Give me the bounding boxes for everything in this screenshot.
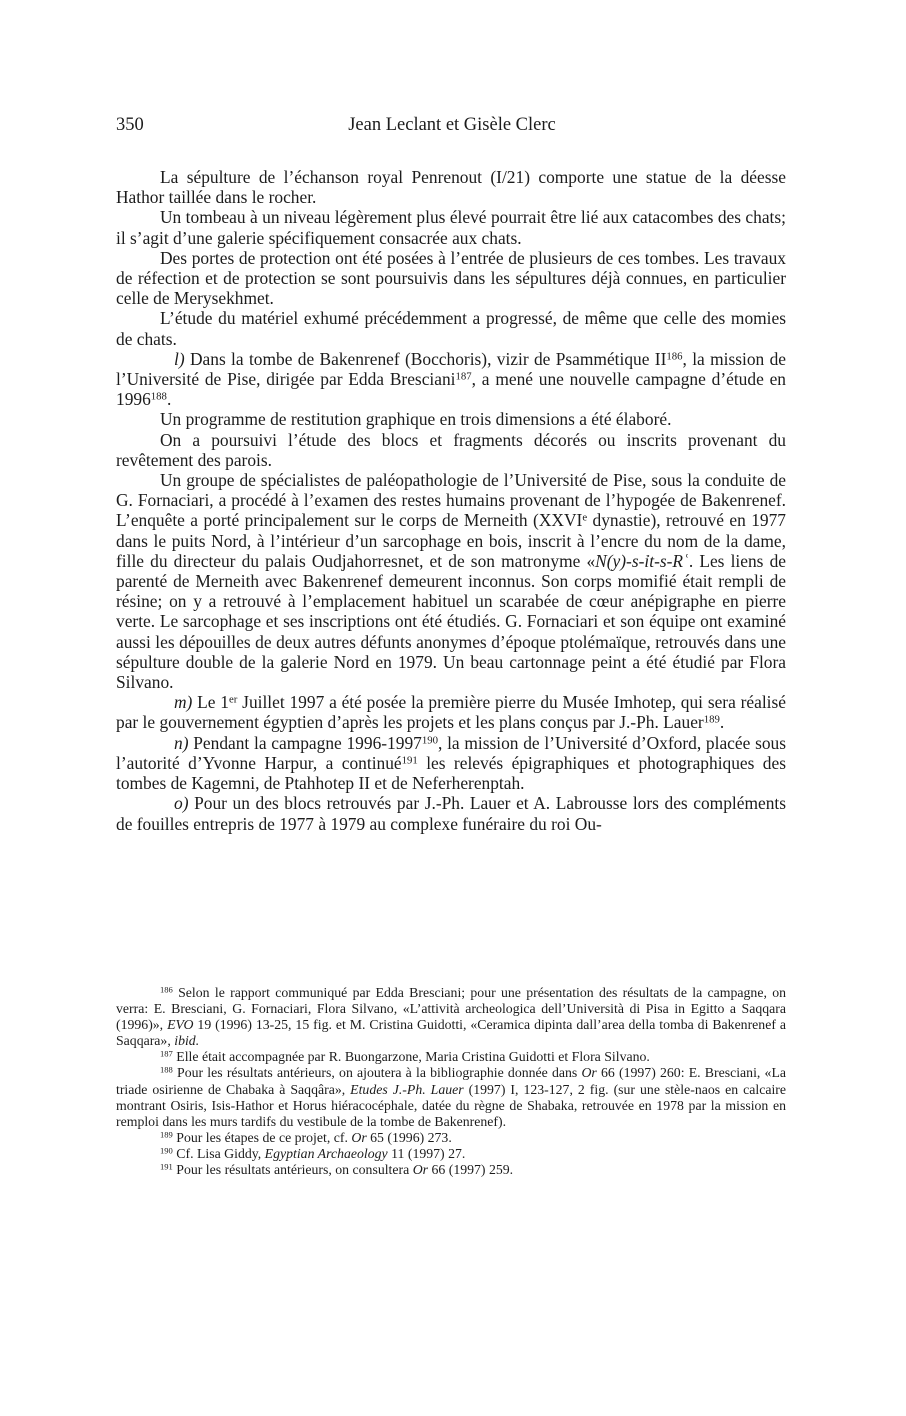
text-run: Dans la tombe de Bakenrenef (Bocchoris), vizir de Psammétique II [184, 348, 667, 369]
text-run: Selon le rapport communiqué par Edda Bresciani; pour une présentation des résultats de la campagne, on verra: E. Bresciani, G. Fornaciari, Flora Silvano, «L’attività archeologica dell’Università di Pisa in Egitto a Saqqara (1996)», [116, 985, 786, 1033]
italic-run: Or [581, 1065, 597, 1081]
text-run: dynastie), retrouvé en 1977 dans le puits Nord, à l’intérieur d’un sarcophage en bois, inscrit à l’encre du nom de la dame, fille du directeur du palais Oudjahorresnet, et de son matronyme « [116, 510, 786, 571]
section-marker: l) [174, 348, 185, 369]
footnote [116, 1130, 786, 1146]
text-run: (1997) I, 123-127, 2 fig. (sur une stèle-naos en calcaire montrant Osiris, Isis-Hathor et Horus hiéracocéphale, datée du règne de Shabaka, retrouvée en 1978 par la mission en remploi dans les murs tardifs du vestibule de la tombe de Bakenrenef). [116, 1081, 787, 1129]
text-run: , la mission de l’Université d’Oxford, placée sous l’autorité d’Yvonne Harpur, a continué [116, 732, 786, 773]
text-run: Pendant la campagne 1996-1997 [188, 732, 422, 753]
paragraph: Un tombeau à un niveau légèrement plus élevé pourrait être lié aux catacombes des chats; il s’agit d’une galerie spécifiquement consacrée aux chats. [116, 207, 786, 248]
paragraph: Un programme de restitution graphique en trois dimensions a été élaboré. [160, 409, 672, 430]
paragraph [116, 470, 786, 692]
footnote-ref: 191 [401, 754, 418, 767]
section-marker: o) [174, 793, 189, 814]
footnote-number: 186 [160, 984, 173, 995]
text-run: 19 (1996) 13-25, 15 fig. et M. Cristina Guidotti, «Ceramica dipinta dall’area della tomba di Bakenrenef a Saqqara», [116, 1017, 786, 1049]
footnote-number: 188 [160, 1065, 173, 1076]
footnote-ref: 187 [455, 370, 472, 383]
page-number: 350 [116, 115, 144, 135]
transliteration: N(y)-s-ỉt-s-Rʿ [595, 550, 689, 571]
text-run: 65 (1996) 273. [366, 1129, 452, 1145]
footnote [116, 1065, 786, 1129]
italic-run: Etudes J.-Ph. Lauer [350, 1081, 464, 1097]
text-run: Cf. Lisa Giddy, [172, 1145, 265, 1161]
footnote-ref: 186 [666, 350, 683, 363]
paragraph-m [116, 692, 786, 732]
text-run: 66 (1997) 259. [428, 1162, 514, 1178]
footnote-ref: 188 [150, 390, 167, 403]
text-run: Pour les résultats antérieurs, on ajoutera à la bibliographie donnée dans [172, 1065, 582, 1081]
text-run: Elle était accompagnée par R. Buongarzone, Maria Cristina Guidotti et Flora Silvano. [172, 1049, 650, 1065]
paragraph: On a poursuivi l’étude des blocs et fragments décorés ou inscrits provenant du revêtement des parois. [116, 429, 786, 470]
superscript: er [229, 693, 238, 706]
italic-run: Or [351, 1129, 367, 1145]
text-run: . Les liens de parenté de Merneith avec Bakenrenef demeurent inconnus. Son corps momifié était rempli de résine; on y a retrouvé à l’emplacement habituel un scarabée de cœur anépigraphe en pierre verte. Le sarcophage et ses inscriptions ont été étudiés. G. Fornaciari et son équipe ont examiné aussi les dépouilles de deux autres défunts anonymes d’époque ptolémaïque, retrouvés dans une sépulture double de la galerie Nord en 1979. Un beau cartonnage peint a été étudié par Flora Silvano. [116, 550, 786, 693]
footnote-number: 189 [160, 1129, 173, 1140]
text-run: 66 (1997) 260: E. Bresciani, «La triade osirienne de Chabaka à Saqqâra», [116, 1065, 787, 1097]
italic-run: Egyptian Archaeology [264, 1145, 388, 1161]
text-run: Juillet 1997 a été posée la première pierre du Musée Imhotep, qui sera réalisé par le gouvernement égyptien d’après les projets et les plans conçus par J.-Ph. Lauer [116, 692, 786, 733]
text-run: Pour les résultats antérieurs, on consultera [172, 1162, 413, 1178]
footnote [116, 1162, 786, 1178]
text-run: les relevés épigraphiques et photographiques des tombes de Kagemni, de Ptahhotep II et de Neferherenptah. [116, 752, 786, 794]
paragraph: L’étude du matériel exhumé précédemment a progressé, de même que celle des momies de chats. [116, 308, 786, 349]
text-run: Un groupe de spécialistes de paléopathologie de l’Université de Pise, sous la conduite de G. Fornaciari, a procédé à l’examen des restes humains provenant de l’hypogée de Bakenrenef. L’enquête a porté principalement sur le corps de Merneith (XXVI [116, 470, 786, 531]
section-marker: m) [174, 692, 193, 713]
footnote-number: 191 [160, 1161, 173, 1172]
running-title: Jean Leclant et Gisèle Clerc [348, 115, 556, 135]
text-run: Pour un des blocs retrouvés par J.-Ph. Lauer et A. Labrousse lors des compléments de fouilles entrepris de 1977 à 1979 au complexe funéraire du roi Ou- [116, 793, 786, 834]
italic-run: Or [412, 1162, 429, 1178]
footnotes [116, 985, 786, 1178]
paragraph-l [116, 349, 786, 410]
footnote [116, 1146, 786, 1162]
superscript: e [582, 512, 588, 525]
footnote-number: 187 [160, 1049, 173, 1060]
section-marker: n) [174, 732, 189, 753]
paragraph-o [116, 793, 786, 833]
text-run: , a mené une nouvelle campagne d’étude en 1996 [116, 369, 787, 410]
text-run: Le 1 [192, 692, 229, 713]
text-run: 11 (1997) 27. [387, 1145, 466, 1161]
paragraph: Des portes de protection ont été posées à l’entrée de plusieurs de ces tombes. Les travaux de réfection et de protection se sont poursuivis dans les sépultures déjà connues, en particulier celle de Merysekhmet. [116, 247, 786, 309]
italic-run: ibid. [174, 1033, 200, 1049]
text-run: , la mission de l’Université de Pise, dirigée par Edda Bresciani [116, 348, 786, 390]
footnote [116, 1049, 786, 1065]
footnote-number: 190 [160, 1145, 173, 1156]
paragraph-n [116, 733, 786, 794]
footnote-ref: 190 [421, 734, 438, 747]
footnote [116, 985, 786, 1049]
text-run: . [719, 712, 725, 733]
page-header [116, 115, 788, 139]
text-run: Pour les étapes de ce projet, cf. [172, 1129, 352, 1145]
footnote-ref: 189 [703, 714, 720, 727]
paragraph: La sépulture de l’échanson royal Penrenout (I/21) comporte une statue de la déesse Hathor taillée dans le rocher. [116, 167, 786, 208]
main-text [116, 167, 786, 834]
text-run: . [166, 389, 172, 410]
italic-run: EVO [167, 1017, 194, 1033]
